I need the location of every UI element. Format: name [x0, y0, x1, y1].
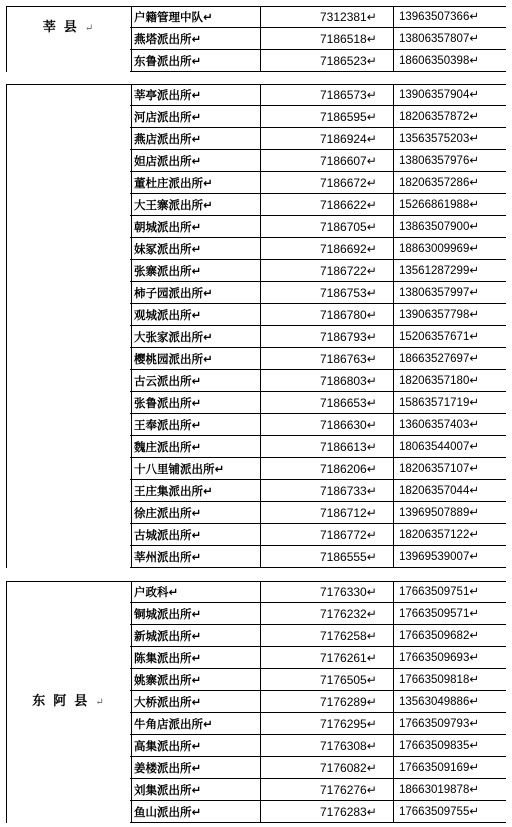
mobile-cell: 18663527697↵	[394, 348, 506, 370]
table-row	[130, 172, 506, 194]
landline-cell: 7186630↵	[261, 414, 394, 436]
station-name-cell: 新城派出所↵	[130, 625, 261, 647]
table-row	[130, 603, 506, 625]
table-row	[130, 669, 506, 691]
mobile-cell: 17663509755↵	[394, 801, 506, 823]
mobile-cell: 18206357044↵	[394, 480, 506, 502]
landline-cell: 7186753↵	[261, 282, 394, 304]
landline-cell: 7186672↵	[261, 172, 394, 194]
landline-cell: 7186573↵	[261, 84, 394, 106]
mobile-cell: 13563049886↵	[394, 691, 506, 713]
mobile-cell: 17663509571↵	[394, 603, 506, 625]
landline-cell: 7186763↵	[261, 348, 394, 370]
mobile-cell: 13969507889↵	[394, 502, 506, 524]
table-row	[130, 713, 506, 735]
landline-cell: 7176295↵	[261, 713, 394, 735]
station-name-cell: 燕塔派出所↵	[130, 28, 261, 50]
table-row	[130, 216, 506, 238]
paragraph-mark: ↵	[95, 697, 104, 708]
landline-cell: 7186622↵	[261, 194, 394, 216]
mobile-cell: 15863571719↵	[394, 392, 506, 414]
table-row	[130, 6, 506, 28]
station-name-cell: 户籍管理中队↵	[130, 6, 261, 28]
table-row	[130, 581, 506, 603]
landline-cell: 7186780↵	[261, 304, 394, 326]
landline-cell: 7186595↵	[261, 106, 394, 128]
station-name-cell: 董杜庄派出所↵	[130, 172, 261, 194]
table-row	[130, 50, 506, 72]
mobile-cell: 13806357997↵	[394, 282, 506, 304]
table-row	[130, 348, 506, 370]
station-name-cell: 古城派出所↵	[130, 524, 261, 546]
station-name-cell: 柿子园派出所↵	[130, 282, 261, 304]
mobile-cell: 17663509693↵	[394, 647, 506, 669]
landline-cell: 7186523↵	[261, 50, 394, 72]
mobile-cell: 18206357107↵	[394, 458, 506, 480]
table-row	[130, 647, 506, 669]
landline-cell: 7176308↵	[261, 735, 394, 757]
landline-cell: 7186607↵	[261, 150, 394, 172]
mobile-cell: 17663509835↵	[394, 735, 506, 757]
mobile-cell: 13969539007↵	[394, 546, 506, 568]
station-name-cell: 陈集派出所↵	[130, 647, 261, 669]
landline-cell: 7186722↵	[261, 260, 394, 282]
mobile-cell: 18206357286↵	[394, 172, 506, 194]
landline-cell: 7186712↵	[261, 502, 394, 524]
mobile-cell: 13906357904↵	[394, 84, 506, 106]
table-row	[130, 436, 506, 458]
table-row	[130, 801, 506, 823]
table-row	[130, 625, 506, 647]
mobile-cell: 13806357807↵	[394, 28, 506, 50]
station-name-cell: 东鲁派出所↵	[130, 50, 261, 72]
mobile-cell: 18206357122↵	[394, 524, 506, 546]
station-name-cell: 大桥派出所↵	[130, 691, 261, 713]
station-name-cell: 莘州派出所↵	[130, 546, 261, 568]
table-row	[130, 458, 506, 480]
county-name: 莘县↵	[42, 20, 94, 35]
landline-cell: 7176261↵	[261, 647, 394, 669]
station-name-cell: 十八里铺派出所↵	[130, 458, 261, 480]
mobile-cell: 18063544007↵	[394, 436, 506, 458]
mobile-cell: 17663509751↵	[394, 581, 506, 603]
mobile-cell: 13606357403↵	[394, 414, 506, 436]
table-row	[130, 304, 506, 326]
table-row	[130, 238, 506, 260]
landline-cell: 7186613↵	[261, 436, 394, 458]
station-name-cell: 樱桃园派出所↵	[130, 348, 261, 370]
table-row	[130, 524, 506, 546]
landline-cell: 7186206↵	[261, 458, 394, 480]
mobile-cell: 13863507900↵	[394, 216, 506, 238]
table-row	[130, 757, 506, 779]
landline-cell: 7186705↵	[261, 216, 394, 238]
station-name-cell: 张鲁派出所↵	[130, 392, 261, 414]
station-name-cell: 高集派出所↵	[130, 735, 261, 757]
landline-cell: 7186555↵	[261, 546, 394, 568]
table-row	[130, 28, 506, 50]
landline-cell: 7176276↵	[261, 779, 394, 801]
landline-cell: 7176289↵	[261, 691, 394, 713]
table-row	[130, 779, 506, 801]
mobile-cell: 13561287299↵	[394, 260, 506, 282]
landline-cell: 7186518↵	[261, 28, 394, 50]
mobile-cell: 18206357180↵	[394, 370, 506, 392]
mobile-cell: 15206357671↵	[394, 326, 506, 348]
county-section	[6, 6, 506, 72]
landline-cell: 7176082↵	[261, 757, 394, 779]
landline-cell: 7176505↵	[261, 669, 394, 691]
table-row	[130, 414, 506, 436]
mobile-cell: 18606350398↵	[394, 50, 506, 72]
table-row	[130, 370, 506, 392]
table-row	[130, 84, 506, 106]
county-name: 东阿县↵	[32, 694, 104, 709]
landline-cell: 7176330↵	[261, 581, 394, 603]
station-name-cell: 妲店派出所↵	[130, 150, 261, 172]
station-name-cell: 大王寨派出所↵	[130, 194, 261, 216]
mobile-cell: 13563575203↵	[394, 128, 506, 150]
mobile-cell: 13963507366↵	[394, 6, 506, 28]
station-name-cell: 鱼山派出所↵	[130, 801, 261, 823]
table-row	[130, 106, 506, 128]
mobile-cell: 13906357798↵	[394, 304, 506, 326]
landline-cell: 7176258↵	[261, 625, 394, 647]
table-row	[130, 691, 506, 713]
county-section	[6, 84, 506, 568]
table-row	[130, 194, 506, 216]
station-name-cell: 户政科↵	[130, 581, 261, 603]
mobile-cell: 18863009969↵	[394, 238, 506, 260]
landline-cell: 7176283↵	[261, 801, 394, 823]
table-row	[130, 392, 506, 414]
landline-cell: 7176232↵	[261, 603, 394, 625]
mobile-cell: 17663509793↵	[394, 713, 506, 735]
table-row	[130, 735, 506, 757]
landline-cell: 7186692↵	[261, 238, 394, 260]
landline-cell: 7186924↵	[261, 128, 394, 150]
mobile-cell: 13806357976↵	[394, 150, 506, 172]
station-name-cell: 大张家派出所↵	[130, 326, 261, 348]
landline-cell: 7186733↵	[261, 480, 394, 502]
station-name-cell: 燕店派出所↵	[130, 128, 261, 150]
mobile-cell: 17663509818↵	[394, 669, 506, 691]
station-name-cell: 妹冢派出所↵	[130, 238, 261, 260]
station-name-cell: 刘集派出所↵	[130, 779, 261, 801]
mobile-cell: 17663509169↵	[394, 757, 506, 779]
mobile-cell: 17663509682↵	[394, 625, 506, 647]
mobile-cell: 15266861988↵	[394, 194, 506, 216]
table-row	[130, 282, 506, 304]
table-row	[130, 326, 506, 348]
station-name-cell: 张寨派出所↵	[130, 260, 261, 282]
station-name-cell: 姜楼派出所↵	[130, 757, 261, 779]
station-name-cell: 牛角店派出所↵	[130, 713, 261, 735]
table-row	[130, 150, 506, 172]
station-name-cell: 铜城派出所↵	[130, 603, 261, 625]
station-name-cell: 河店派出所↵	[130, 106, 261, 128]
landline-cell: 7312381↵	[261, 6, 394, 28]
table-row	[130, 502, 506, 524]
station-name-cell: 魏庄派出所↵	[130, 436, 261, 458]
table-row	[130, 480, 506, 502]
station-name-cell: 姚寨派出所↵	[130, 669, 261, 691]
station-name-cell: 徐庄派出所↵	[130, 502, 261, 524]
station-name-cell: 观城派出所↵	[130, 304, 261, 326]
county-cell	[6, 84, 132, 568]
county-section	[6, 581, 506, 823]
landline-cell: 7186653↵	[261, 392, 394, 414]
landline-cell: 7186793↵	[261, 326, 394, 348]
station-name-cell: 王奉派出所↵	[130, 414, 261, 436]
table-row	[130, 128, 506, 150]
station-name-cell: 古云派出所↵	[130, 370, 261, 392]
mobile-cell: 18206357872↵	[394, 106, 506, 128]
paragraph-mark: ↵	[84, 23, 94, 34]
landline-cell: 7186772↵	[261, 524, 394, 546]
landline-cell: 7186803↵	[261, 370, 394, 392]
station-name-cell: 莘亭派出所↵	[130, 84, 261, 106]
mobile-cell: 18663019878↵	[394, 779, 506, 801]
table-row	[130, 546, 506, 568]
table-row	[130, 260, 506, 282]
station-name-cell: 朝城派出所↵	[130, 216, 261, 238]
station-name-cell: 王庄集派出所↵	[130, 480, 261, 502]
